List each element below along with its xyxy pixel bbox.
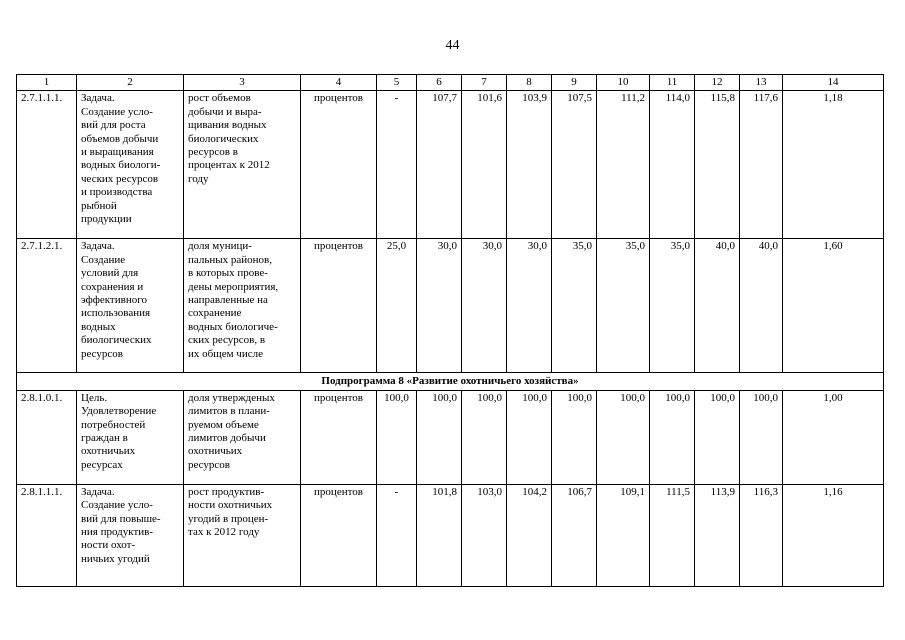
row-value: 40,0 <box>695 239 740 373</box>
row-value: 35,0 <box>597 239 650 373</box>
row-name: Задача. Создание усло- вий для повыше- ния продуктив- ности охот- ничьих угодий <box>77 484 184 586</box>
row-value: 100,0 <box>507 390 552 484</box>
row-value: 1,18 <box>783 91 884 239</box>
row-value: 117,6 <box>740 91 783 239</box>
column-header: 13 <box>740 75 783 91</box>
subprogram-row <box>17 373 884 390</box>
row-value: 111,5 <box>650 484 695 586</box>
row-value: 1,00 <box>783 390 884 484</box>
row-value: 104,2 <box>507 484 552 586</box>
row-value: 35,0 <box>650 239 695 373</box>
column-header: 7 <box>462 75 507 91</box>
row-value: 100,0 <box>650 390 695 484</box>
row-value: 100,0 <box>552 390 597 484</box>
row-value: 100,0 <box>597 390 650 484</box>
row-value: 40,0 <box>740 239 783 373</box>
row-unit: процентов <box>301 484 377 586</box>
row-indicator: доля утвержденых лимитов в плани- руемом объеме лимитов добычи охотничьих ресурсов <box>184 390 301 484</box>
row-unit: процентов <box>301 91 377 239</box>
row-unit: процентов <box>301 390 377 484</box>
page-number: 44 <box>445 38 460 53</box>
row-value: 100,0 <box>377 390 417 484</box>
table-row <box>17 484 884 586</box>
row-value: - <box>377 91 417 239</box>
column-header: 10 <box>597 75 650 91</box>
row-value: 35,0 <box>552 239 597 373</box>
row-code: 2.7.1.1.1. <box>17 91 77 239</box>
row-value: 30,0 <box>417 239 462 373</box>
row-value: 30,0 <box>507 239 552 373</box>
row-value: 30,0 <box>462 239 507 373</box>
column-header: 9 <box>552 75 597 91</box>
row-code: 2.7.1.2.1. <box>17 239 77 373</box>
row-value: 106,7 <box>552 484 597 586</box>
column-header: 4 <box>301 75 377 91</box>
row-indicator: рост продуктив- ности охотничьих угодий в процен- тах к 2012 году <box>184 484 301 586</box>
column-header: 8 <box>507 75 552 91</box>
row-name: Цель. Удовлетворение потребностей граждан в охотничьих ресурсах <box>77 390 184 484</box>
subprogram-title: Подпрограмма 8 «Развитие охотничьего хозяйства» <box>17 373 884 390</box>
row-value: 111,2 <box>597 91 650 239</box>
table-row <box>17 239 884 373</box>
column-header: 2 <box>77 75 184 91</box>
row-value: 107,7 <box>417 91 462 239</box>
row-value: 1,60 <box>783 239 884 373</box>
column-header: 3 <box>184 75 301 91</box>
column-header: 1 <box>17 75 77 91</box>
row-value: 100,0 <box>417 390 462 484</box>
row-value: 25,0 <box>377 239 417 373</box>
indicators-table <box>16 74 884 587</box>
row-unit: процентов <box>301 239 377 373</box>
row-value: 107,5 <box>552 91 597 239</box>
table-row <box>17 91 884 239</box>
row-value: 101,6 <box>462 91 507 239</box>
table-header-row <box>17 75 884 91</box>
row-value: 114,0 <box>650 91 695 239</box>
row-value: 113,9 <box>695 484 740 586</box>
row-value: 116,3 <box>740 484 783 586</box>
row-value: 115,8 <box>695 91 740 239</box>
column-header: 5 <box>377 75 417 91</box>
column-header: 6 <box>417 75 462 91</box>
column-header: 12 <box>695 75 740 91</box>
row-value: 100,0 <box>740 390 783 484</box>
row-value: 103,9 <box>507 91 552 239</box>
table-row <box>17 390 884 484</box>
row-value: 103,0 <box>462 484 507 586</box>
row-value: - <box>377 484 417 586</box>
column-header: 11 <box>650 75 695 91</box>
row-name: Задача. Создание усло- вий для роста объемов добычи и выращивания водных биологи- ческих ресурсов и производства рыбной продукции <box>77 91 184 239</box>
row-indicator: рост объемов добычи и выра- щивания водных биологических ресурсов в процентах к 2012 году <box>184 91 301 239</box>
row-value: 1,16 <box>783 484 884 586</box>
row-value: 100,0 <box>462 390 507 484</box>
row-value: 100,0 <box>695 390 740 484</box>
column-header: 14 <box>783 75 884 91</box>
row-code: 2.8.1.1.1. <box>17 484 77 586</box>
row-indicator: доля муници- пальных районов, в которых прове- дены мероприятия, направленные на сохранение водных биологиче- ских ресурсов, в их общем числе <box>184 239 301 373</box>
row-value: 109,1 <box>597 484 650 586</box>
row-value: 101,8 <box>417 484 462 586</box>
row-code: 2.8.1.0.1. <box>17 390 77 484</box>
row-name: Задача. Создание условий для сохранения и эффективного использования водных биологических ресурсов <box>77 239 184 373</box>
